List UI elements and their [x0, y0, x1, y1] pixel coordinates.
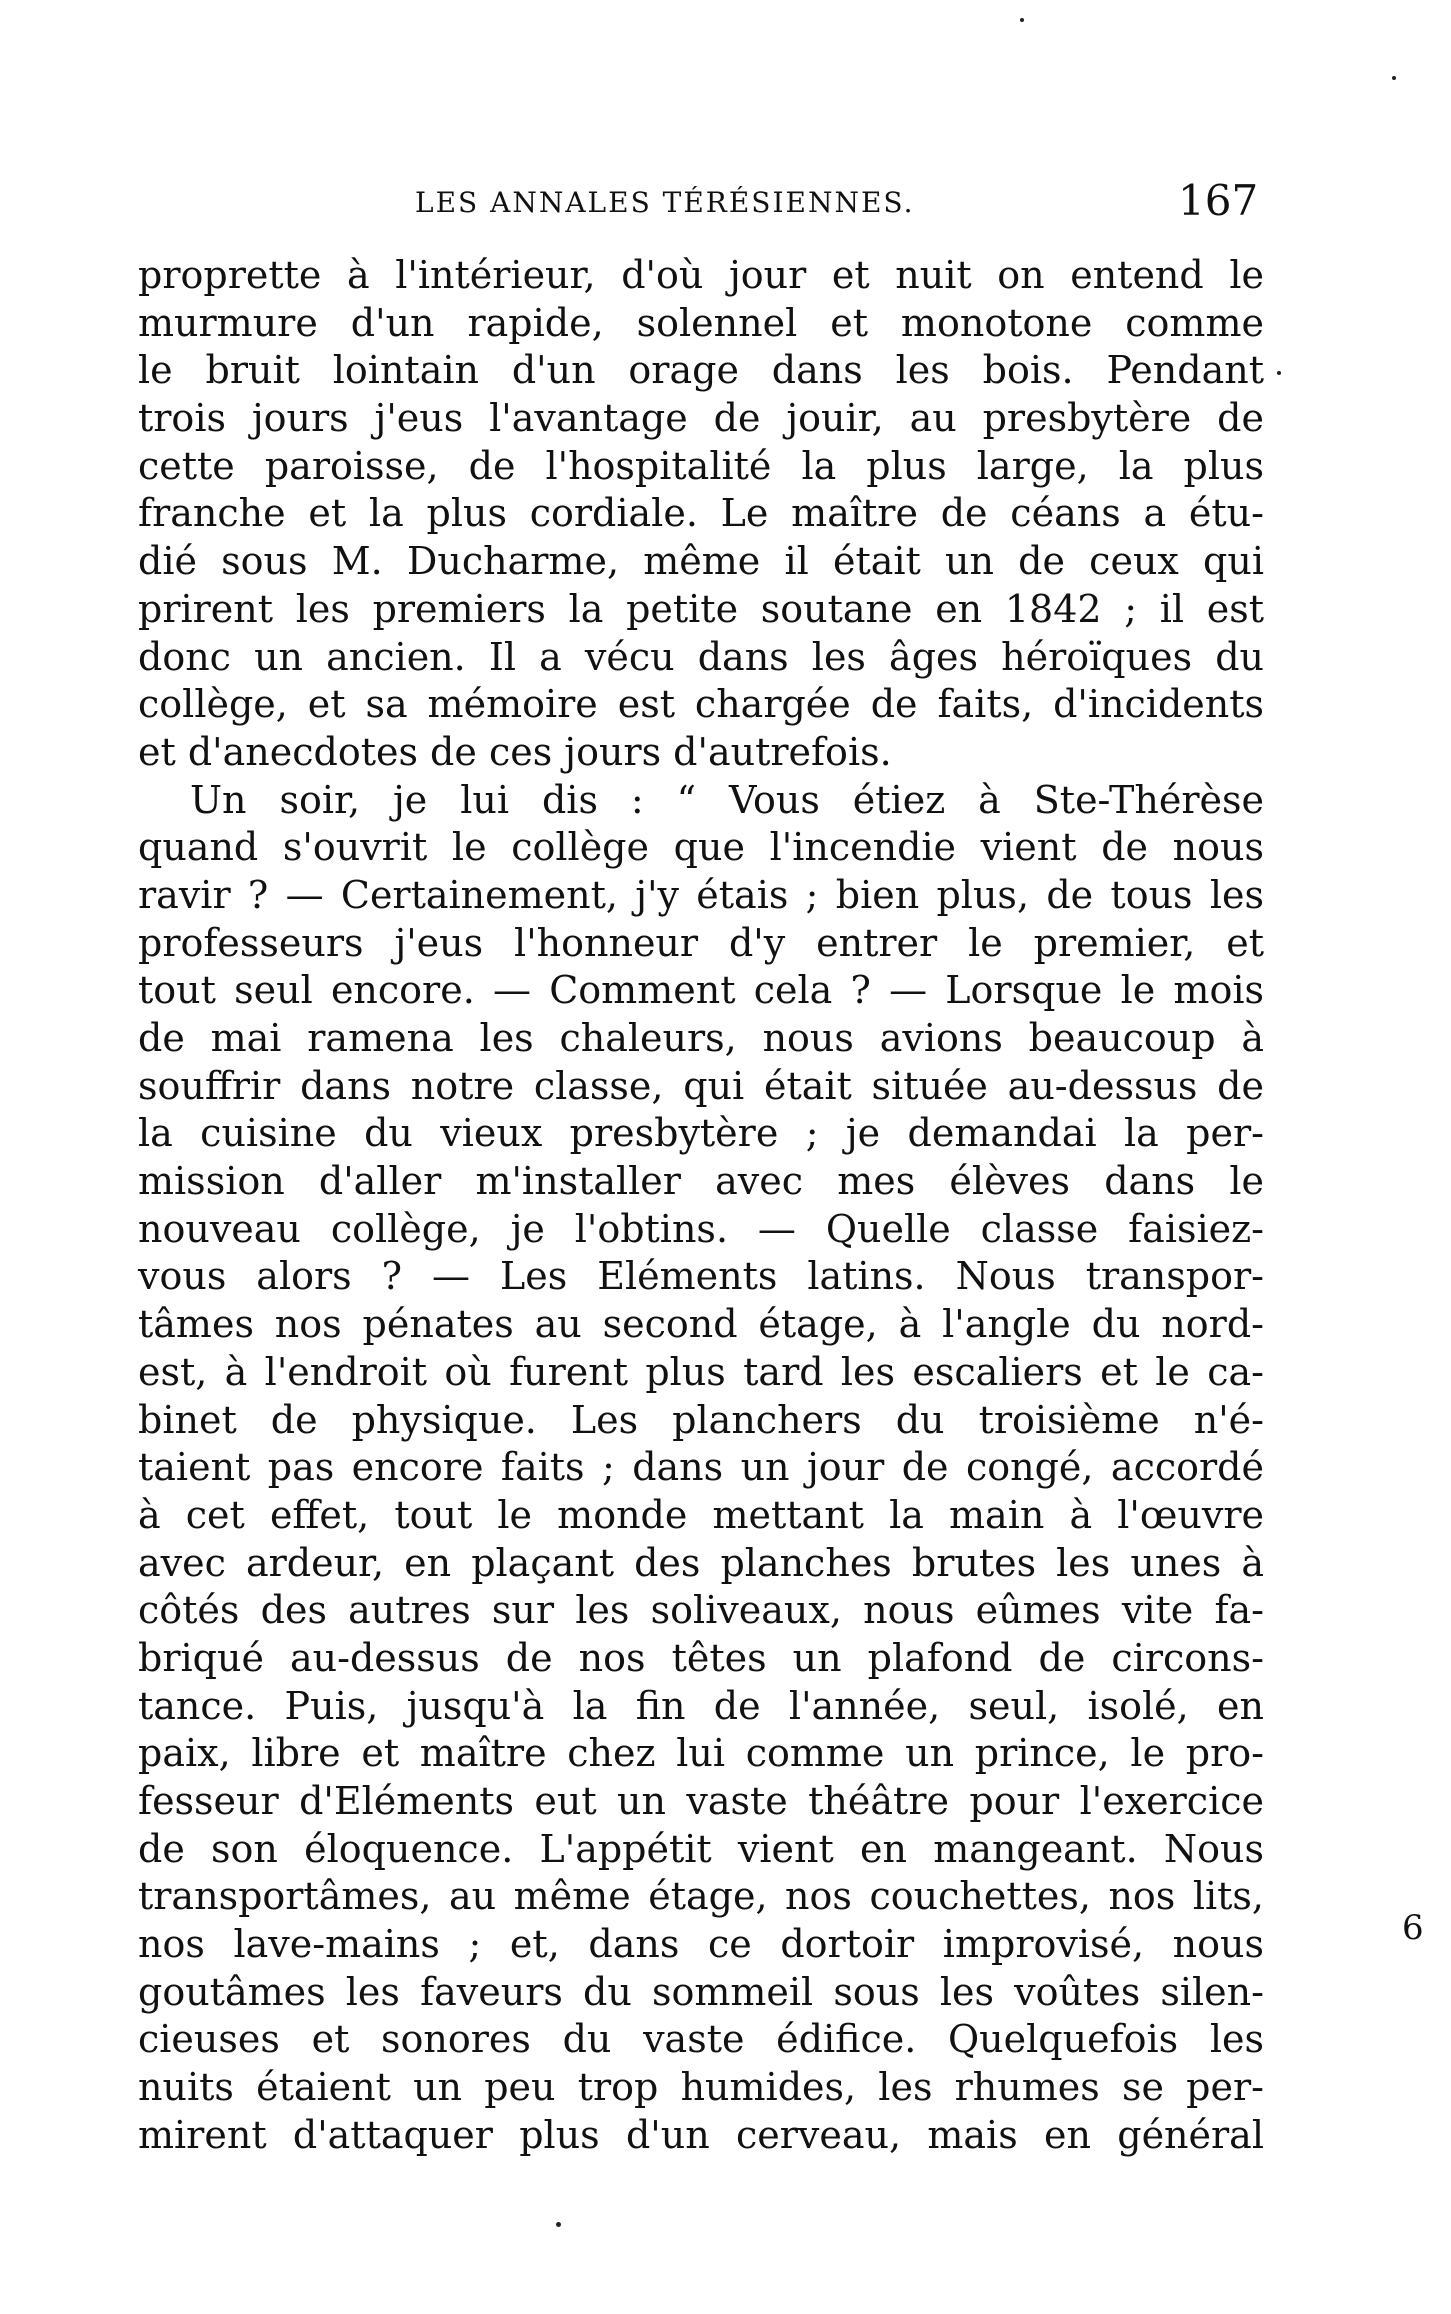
- ink-speck: [1020, 18, 1024, 22]
- text-line: est, à l'endroit où furent plus tard les escaliers et le ca-: [138, 1349, 1264, 1394]
- text-line: paix, libre et maître chez lui comme un prince, le pro-: [138, 1731, 1264, 1776]
- text-line: cette paroisse, de l'hospitalité la plus large, la plus: [138, 443, 1264, 488]
- running-title: LES ANNALES TÉRÉSIENNES.: [415, 186, 915, 219]
- text-line: proprette à l'intérieur, d'où jour et nuit on entend le: [138, 253, 1264, 297]
- ink-speck: [1277, 371, 1281, 375]
- text-line: et d'anecdotes de ces jours d'autrefois.: [138, 729, 892, 774]
- text-line: quand s'ouvrit le collège que l'incendie vient de nous: [138, 825, 1264, 870]
- text-line: nuits étaient un peu trop humides, les rhumes se per-: [138, 2065, 1264, 2110]
- text-line: transportâmes, au même étage, nos couchettes, nos lits,: [138, 1874, 1264, 1919]
- page-number: 167: [1178, 176, 1259, 225]
- text-line: binet de physique. Les planchers du troisième n'é-: [138, 1397, 1264, 1442]
- text-line: donc un ancien. Il a vécu dans les âges héroïques du: [138, 634, 1264, 679]
- ink-speck: [1392, 76, 1396, 80]
- text-line: côtés des autres sur les soliveaux, nous eûmes vite fa-: [138, 1588, 1264, 1633]
- text-line: trois jours j'eus l'avantage de jouir, au presbytère de: [138, 396, 1264, 441]
- text-line: ravir ? — Certainement, j'y étais ; bien plus, de tous les: [138, 872, 1264, 917]
- text-line: dié sous M. Ducharme, même il était un de ceux qui: [138, 539, 1264, 584]
- text-line: avec ardeur, en plaçant des planches brutes les unes à: [138, 1540, 1264, 1585]
- text-line: mission d'aller m'installer avec mes élèves dans le: [138, 1159, 1264, 1204]
- text-line: de mai ramena les chaleurs, nous avions beaucoup à: [138, 1016, 1264, 1060]
- text-line: taient pas encore faits ; dans un jour de congé, accordé: [138, 1445, 1264, 1490]
- text-line: vous alors ? — Les Eléments latins. Nous transpor-: [138, 1254, 1264, 1299]
- ink-speck: [556, 2222, 561, 2227]
- text-line: tout seul encore. — Comment cela ? — Lorsque le mois: [138, 968, 1264, 1013]
- text-line: fesseur d'Eléments eut un vaste théâtre pour l'exercice: [138, 1779, 1264, 1823]
- text-line: cieuses et sonores du vaste édifice. Quelquefois les: [138, 2017, 1264, 2062]
- text-line: franche et la plus cordiale. Le maître de céans a étu-: [138, 491, 1264, 536]
- text-line: le bruit lointain d'un orage dans les bois. Pendant: [138, 348, 1264, 393]
- body-text: [138, 252, 1264, 2160]
- text-line: la cuisine du vieux presbytère ; je demandai la per-: [138, 1111, 1264, 1156]
- text-line: professeurs j'eus l'honneur d'y entrer le premier, et: [138, 920, 1264, 965]
- text-line: briqué au-dessus de nos têtes un plafond de circons-: [138, 1635, 1264, 1680]
- text-line: nos lave-mains ; et, dans ce dortoir improvisé, nous: [138, 1922, 1264, 1967]
- text-line: à cet effet, tout le monde mettant la main à l'œuvre: [138, 1492, 1264, 1537]
- text-line: souffrir dans notre classe, qui était située au-dessus de: [138, 1063, 1264, 1108]
- text-line: de son éloquence. L'appétit vient en mangeant. Nous: [138, 1826, 1264, 1871]
- paragraph-start-line: Un soir, je lui dis : “ Vous étiez à Ste-Thérèse: [190, 777, 1264, 822]
- text-line: tance. Puis, jusqu'à la fin de l'année, seul, isolé, en: [138, 1683, 1264, 1728]
- text-line: prirent les premiers la petite soutane en 1842 ; il est: [138, 586, 1264, 631]
- text-line: murmure d'un rapide, solennel et monotone comme: [138, 300, 1264, 345]
- text-line: goutâmes les faveurs du sommeil sous les voûtes silen-: [138, 1969, 1264, 2014]
- text-line: mirent d'attaquer plus d'un cerveau, mais en général: [138, 2112, 1264, 2157]
- margin-mark: 6: [1402, 1908, 1424, 1948]
- text-line: tâmes nos pénates au second étage, à l'angle du nord-: [138, 1302, 1264, 1347]
- text-line: nouveau collège, je l'obtins. — Quelle classe faisiez-: [138, 1206, 1264, 1251]
- text-line: collège, et sa mémoire est chargée de faits, d'incidents: [138, 682, 1264, 727]
